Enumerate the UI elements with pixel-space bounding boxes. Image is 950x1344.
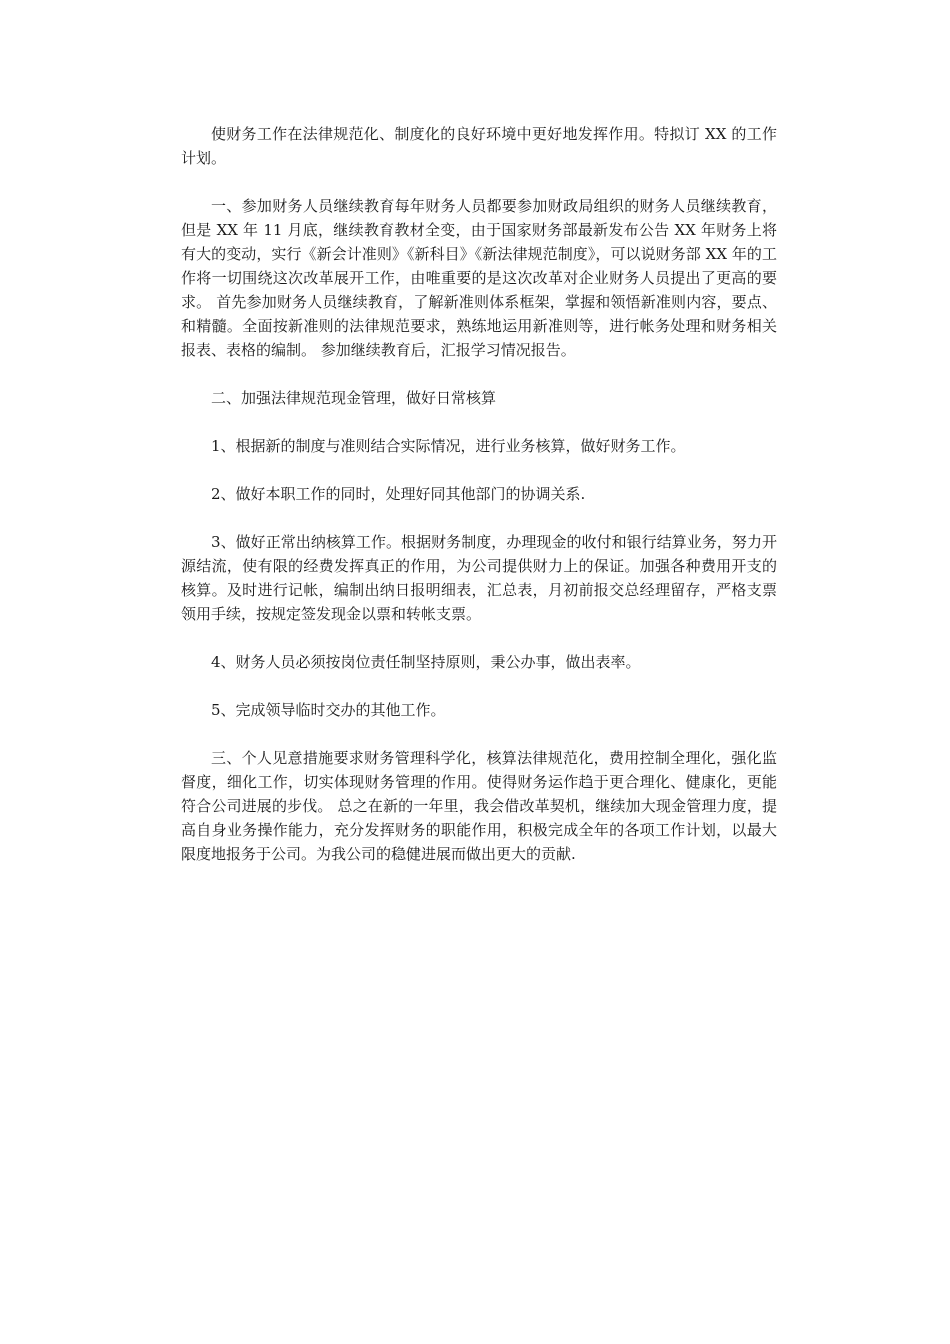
item-4-paragraph: 4、财务人员必须按岗位责任制坚持原则，秉公办事，做出表率。 bbox=[211, 653, 641, 671]
document-body bbox=[181, 122, 777, 890]
section-one-paragraph: 一、参加财务人员继续教育每年财务人员都要参加财政局组织的财务人员继续教育，但是 XX 年 11 月底，继续教育教材全变，由于国家财务部最新发布公告 XX 年财务上将有大的变动，实行《新会计准则》《新科目》《新法律规范制度》，可以说财务部 XX 年的工作将一切围绕这次改革展开工作，由唯重要的是这次改革对企业财务人员提出了更高的要求。 首先参加财务人员继续教育，了解新准则体系框架，掌握和领悟新准则内容，要点、和精髓。全面按新准则的法律规范要求，熟练地运用新准则等，进行帐务处理和财务相关报表、表格的编制。 参加继续教育后，汇报学习情况报告。 bbox=[181, 197, 777, 359]
item-5-paragraph: 5、完成领导临时交办的其他工作。 bbox=[211, 701, 446, 719]
section-two-heading: 二、加强法律规范现金管理，做好日常核算 bbox=[211, 389, 497, 407]
item-2-paragraph: 2、做好本职工作的同时，处理好同其他部门的协调关系. bbox=[211, 485, 586, 503]
item-3-paragraph: 3、做好正常出纳核算工作。根据财务制度，办理现金的收付和银行结算业务，努力开源结流，使有限的经费发挥真正的作用，为公司提供财力上的保证。加强各种费用开支的核算。及时进行记帐，编制出纳日报明细表，汇总表，月初前报交总经理留存，严格支票领用手续，按规定签发现金以票和转帐支票。 bbox=[181, 533, 777, 623]
section-three-paragraph: 三、个人见意措施要求财务管理科学化，核算法律规范化，费用控制全理化，强化监督度，细化工作，切实体现财务管理的作用。使得财务运作趋于更合理化、健康化，更能符合公司进展的步伐。 总之在新的一年里，我会借改革契机，继续加大现金管理力度，提高自身业务操作能力，充分发挥财务的职能作用，积极完成全年的各项工作计划，以最大限度地报务于公司。为我公司的稳健进展而做出更大的贡献. bbox=[181, 749, 777, 863]
intro-paragraph: 使财务工作在法律规范化、制度化的良好环境中更好地发挥作用。特拟订 XX 的工作计划。 bbox=[181, 125, 777, 167]
item-1-paragraph: 1、根据新的制度与准则结合实际情况，进行业务核算，做好财务工作。 bbox=[211, 437, 686, 455]
